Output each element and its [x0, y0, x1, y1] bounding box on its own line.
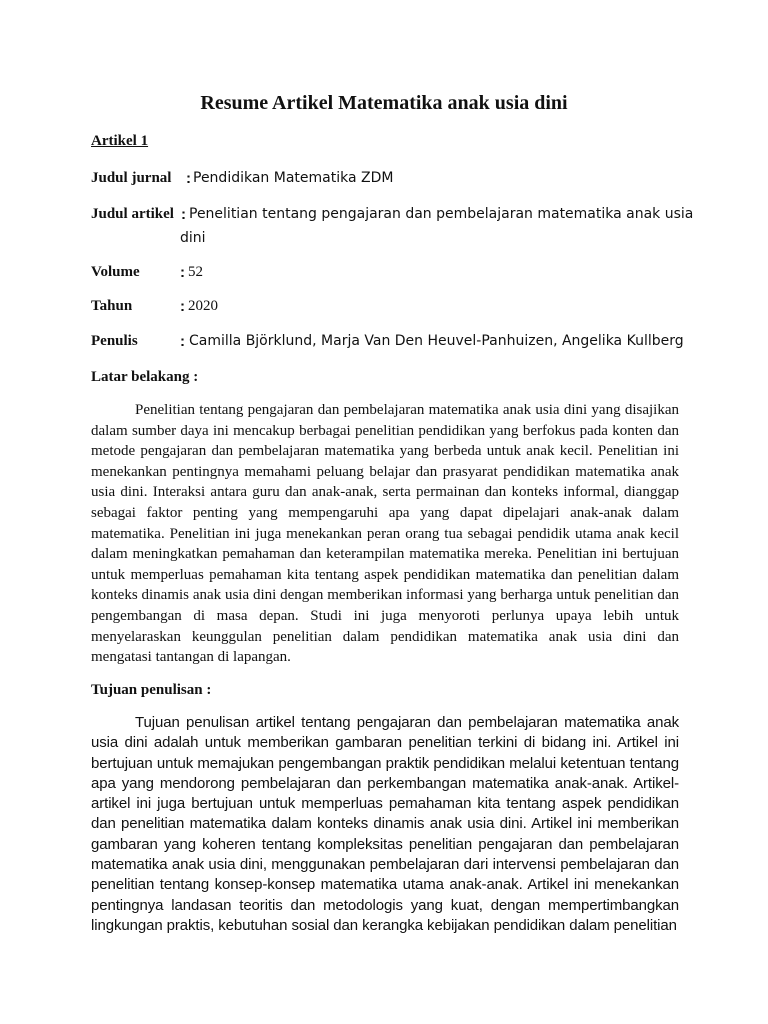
field-value: 52 [188, 264, 203, 280]
field-value: Pendidikan Matematika ZDM [193, 170, 394, 186]
section-heading-purpose: Tujuan penulisan : [91, 682, 212, 698]
field-label: Judul jurnal [91, 170, 172, 186]
field-value: Penelitian tentang pengajaran dan pembelajaran matematika anak usia [189, 206, 694, 222]
field-colon: : [180, 298, 185, 315]
field-label: Tahun [91, 298, 133, 314]
purpose-paragraph: Tujuan penulisan artikel tentang pengajaran dan pembelajaran matematika anak usia dini adalah untuk memberikan gambaran penelitian terkini di bidang ini. Artikel ini bertujuan untuk memajukan pengembangan praktik pendidikan melalui ketentuan tentang apa yang mendorong pembelajaran dan perkembangan matematika anak-anak. Artikel-artikel ini juga bertujuan untuk memperluas pemahaman kita tentang aspek pendidikan dan penelitian matematika dalam konteks dinamis anak usia dini. Artikel ini memberikan gambaran yang koheren tentang kompleksitas penelitian pengajaran dan pembelajaran matematika anak usia dini, menggunakan pembelajaran dari intervensi pembelajaran dan penelitian tentang konsep-konsep matematika utama anak-anak. Artikel ini menekankan pentingnya landasan teoritis dan metodologis yang kuat, dengan mempertimbangkan lingkungan praktis, kebutuhan sosial dan kerangka kebijakan pendidikan dalam penelitian [91, 714, 679, 934]
article-heading: Artikel 1 [91, 133, 149, 149]
field-colon: : [180, 264, 185, 281]
document-title: Resume Artikel Matematika anak usia dini [200, 92, 568, 114]
field-value: 2020 [188, 298, 218, 314]
field-value: Camilla Björklund, Marja Van Den Heuvel-Panhuizen, Angelika Kullberg [189, 333, 684, 349]
field-colon: : [181, 206, 186, 223]
field-colon: : [186, 170, 191, 187]
background-paragraph: Penelitian tentang pengajaran dan pembelajaran matematika anak usia dini yang disajikan dalam sumber daya ini mencakup berbagai penelitian pendidikan yang berfokus pada konten dan metode pengajaran dan pembelajaran matematika yang berbeda untuk anak kecil. Penelitian ini menekankan pentingnya memahami peluang belajar dan prasyarat pendidikan matematika anak usia dini. Interaksi antara guru dan anak-anak, serta permainan dan konteks informal, dianggap sebagai faktor penting yang mempengaruhi apa yang dapat dipelajari anak-anak dalam matematika. Penelitian ini juga menekankan peran orang tua sebagai pendidik utama anak kecil dalam meningkatkan pemahaman dan keterampilan matematika mereka. Penelitian ini bertujuan untuk memperluas pemahaman kita tentang aspek pendidikan matematika dan penelitian dalam konteks dinamis anak usia dini dengan memberikan informasi yang berharga untuk penelitian dan pengembangan di masa depan. Studi ini juga menyoroti perlunya upaya lebih untuk menyelaraskan keunggulan penelitian dalam pendidikan matematika anak usia dini dan mengatasi tantangan di lapangan. [91, 402, 679, 666]
section-heading-background: Latar belakang : [91, 369, 199, 385]
field-label: Judul artikel [91, 206, 174, 222]
field-label: Penulis [91, 333, 138, 349]
field-colon: : [180, 333, 185, 350]
field-label: Volume [91, 264, 140, 280]
field-value-continued: dini [180, 230, 206, 246]
